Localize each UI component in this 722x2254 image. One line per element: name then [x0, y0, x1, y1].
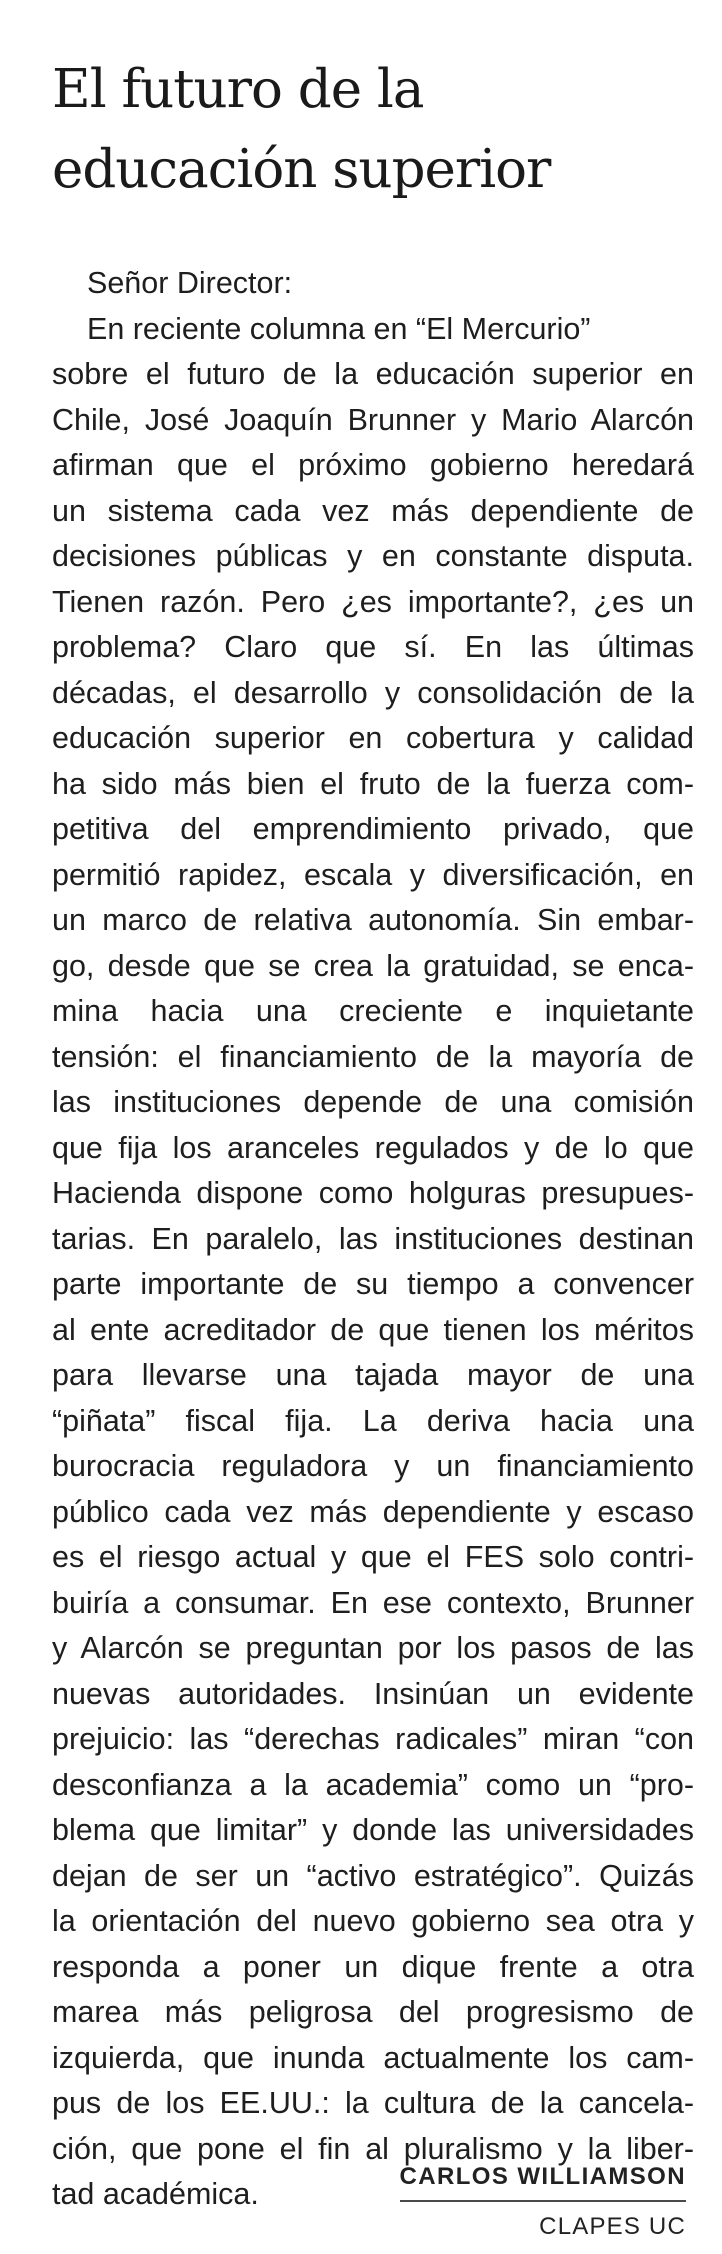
body-line: décadas, el desarrollo y consolidación de la — [52, 675, 694, 710]
body-line: parte importante de su tiempo a convencer — [52, 1267, 694, 1301]
body-line: Chile, José Joaquín Brunner y Mario Alarcón — [52, 402, 694, 437]
body-line: tarias. En paralelo, las instituciones destinan — [52, 1221, 694, 1256]
body-line: blema que limitar” y donde las universidades — [52, 1813, 694, 1847]
body-line: afirman que el próximo gobierno heredará — [52, 448, 694, 482]
body-line: tensión: el financiamiento de la mayoría de — [52, 1039, 694, 1074]
body-line: para llevarse una tajada mayor de una — [52, 1358, 694, 1392]
body-line: dejan de ser un “activo estratégico”. Quizás — [52, 1858, 694, 1893]
body-line: marea más peligrosa del progresismo de — [52, 1995, 694, 2029]
body-line: un sistema cada vez más dependiente de — [52, 493, 694, 528]
body-line: problema? Claro que sí. En las últimas — [52, 630, 694, 664]
body-line: buiría a consumar. En ese contexto, Brunner — [52, 1585, 694, 1620]
body-line: pus de los EE.UU.: la cultura de la cancela- — [52, 2086, 694, 2120]
body-line: que fija los aranceles regulados y de lo que — [52, 1130, 694, 1165]
body-line: responda a poner un dique frente a otra — [52, 1949, 694, 1984]
body-line: tad académica. — [52, 2177, 259, 2211]
body-line: petitiva del emprendimiento privado, que — [52, 812, 694, 846]
body-line: izquierda, que inunda actualmente los cam- — [52, 2040, 694, 2075]
body-line: un marco de relativa autonomía. Sin embar- — [52, 903, 694, 937]
body-line: y Alarcón se preguntan por los pasos de las — [52, 1631, 694, 1665]
body-line: al ente acreditador de que tienen los méritos — [52, 1312, 694, 1347]
salutation: Señor Director: — [87, 266, 293, 300]
headline-line: educación superior — [52, 139, 551, 200]
body-line: “piñata” fiscal fija. La deriva hacia una — [52, 1403, 694, 1438]
body-line: mina hacia una creciente e inquietante — [52, 994, 694, 1028]
body-line: permitió rapidez, escala y diversificación, en — [52, 857, 694, 892]
letter-body — [52, 261, 694, 2218]
author-name: CARLOS WILLIAMSON — [399, 2163, 686, 2190]
article-headline — [52, 50, 692, 210]
body-line: la orientación del nuevo gobierno sea otra y — [52, 1904, 694, 1938]
author-affiliation: CLAPES UC — [539, 2213, 686, 2240]
body-line: es el riesgo actual y que el FES solo contri- — [52, 1540, 694, 1574]
body-line: go, desde que se crea la gratuidad, se enca- — [52, 948, 694, 983]
body-line: sobre el futuro de la educación superior en — [52, 357, 694, 391]
signature-block — [400, 2160, 686, 2242]
body-line: Tienen razón. Pero ¿es importante?, ¿es un — [52, 584, 694, 619]
body-line: educación superior en cobertura y calidad — [52, 721, 694, 755]
body-line: desconfianza a la academia” como un “pro- — [52, 1767, 694, 1802]
body-line: nuevas autoridades. Insinúan un evidente — [52, 1676, 694, 1711]
body-line: ha sido más bien el fruto de la fuerza com- — [52, 766, 694, 801]
body-line: público cada vez más dependiente y escaso — [52, 1494, 694, 1529]
headline-line: El futuro de la — [52, 59, 424, 120]
signature-divider — [400, 2200, 686, 2202]
body-line: burocracia reguladora y un financiamiento — [52, 1449, 694, 1483]
body-line: Hacienda dispone como holguras presupues- — [52, 1176, 694, 1210]
body-line: prejuicio: las “derechas radicales” miran “con — [52, 1722, 694, 1756]
body-line: En reciente columna en “El Mercurio” — [87, 311, 591, 346]
body-line: las instituciones depende de una comisión — [52, 1085, 694, 1119]
body-line: ción, que pone el fin al pluralismo y la liber- — [52, 2131, 694, 2166]
body-line: decisiones públicas y en constante disputa. — [52, 539, 694, 573]
